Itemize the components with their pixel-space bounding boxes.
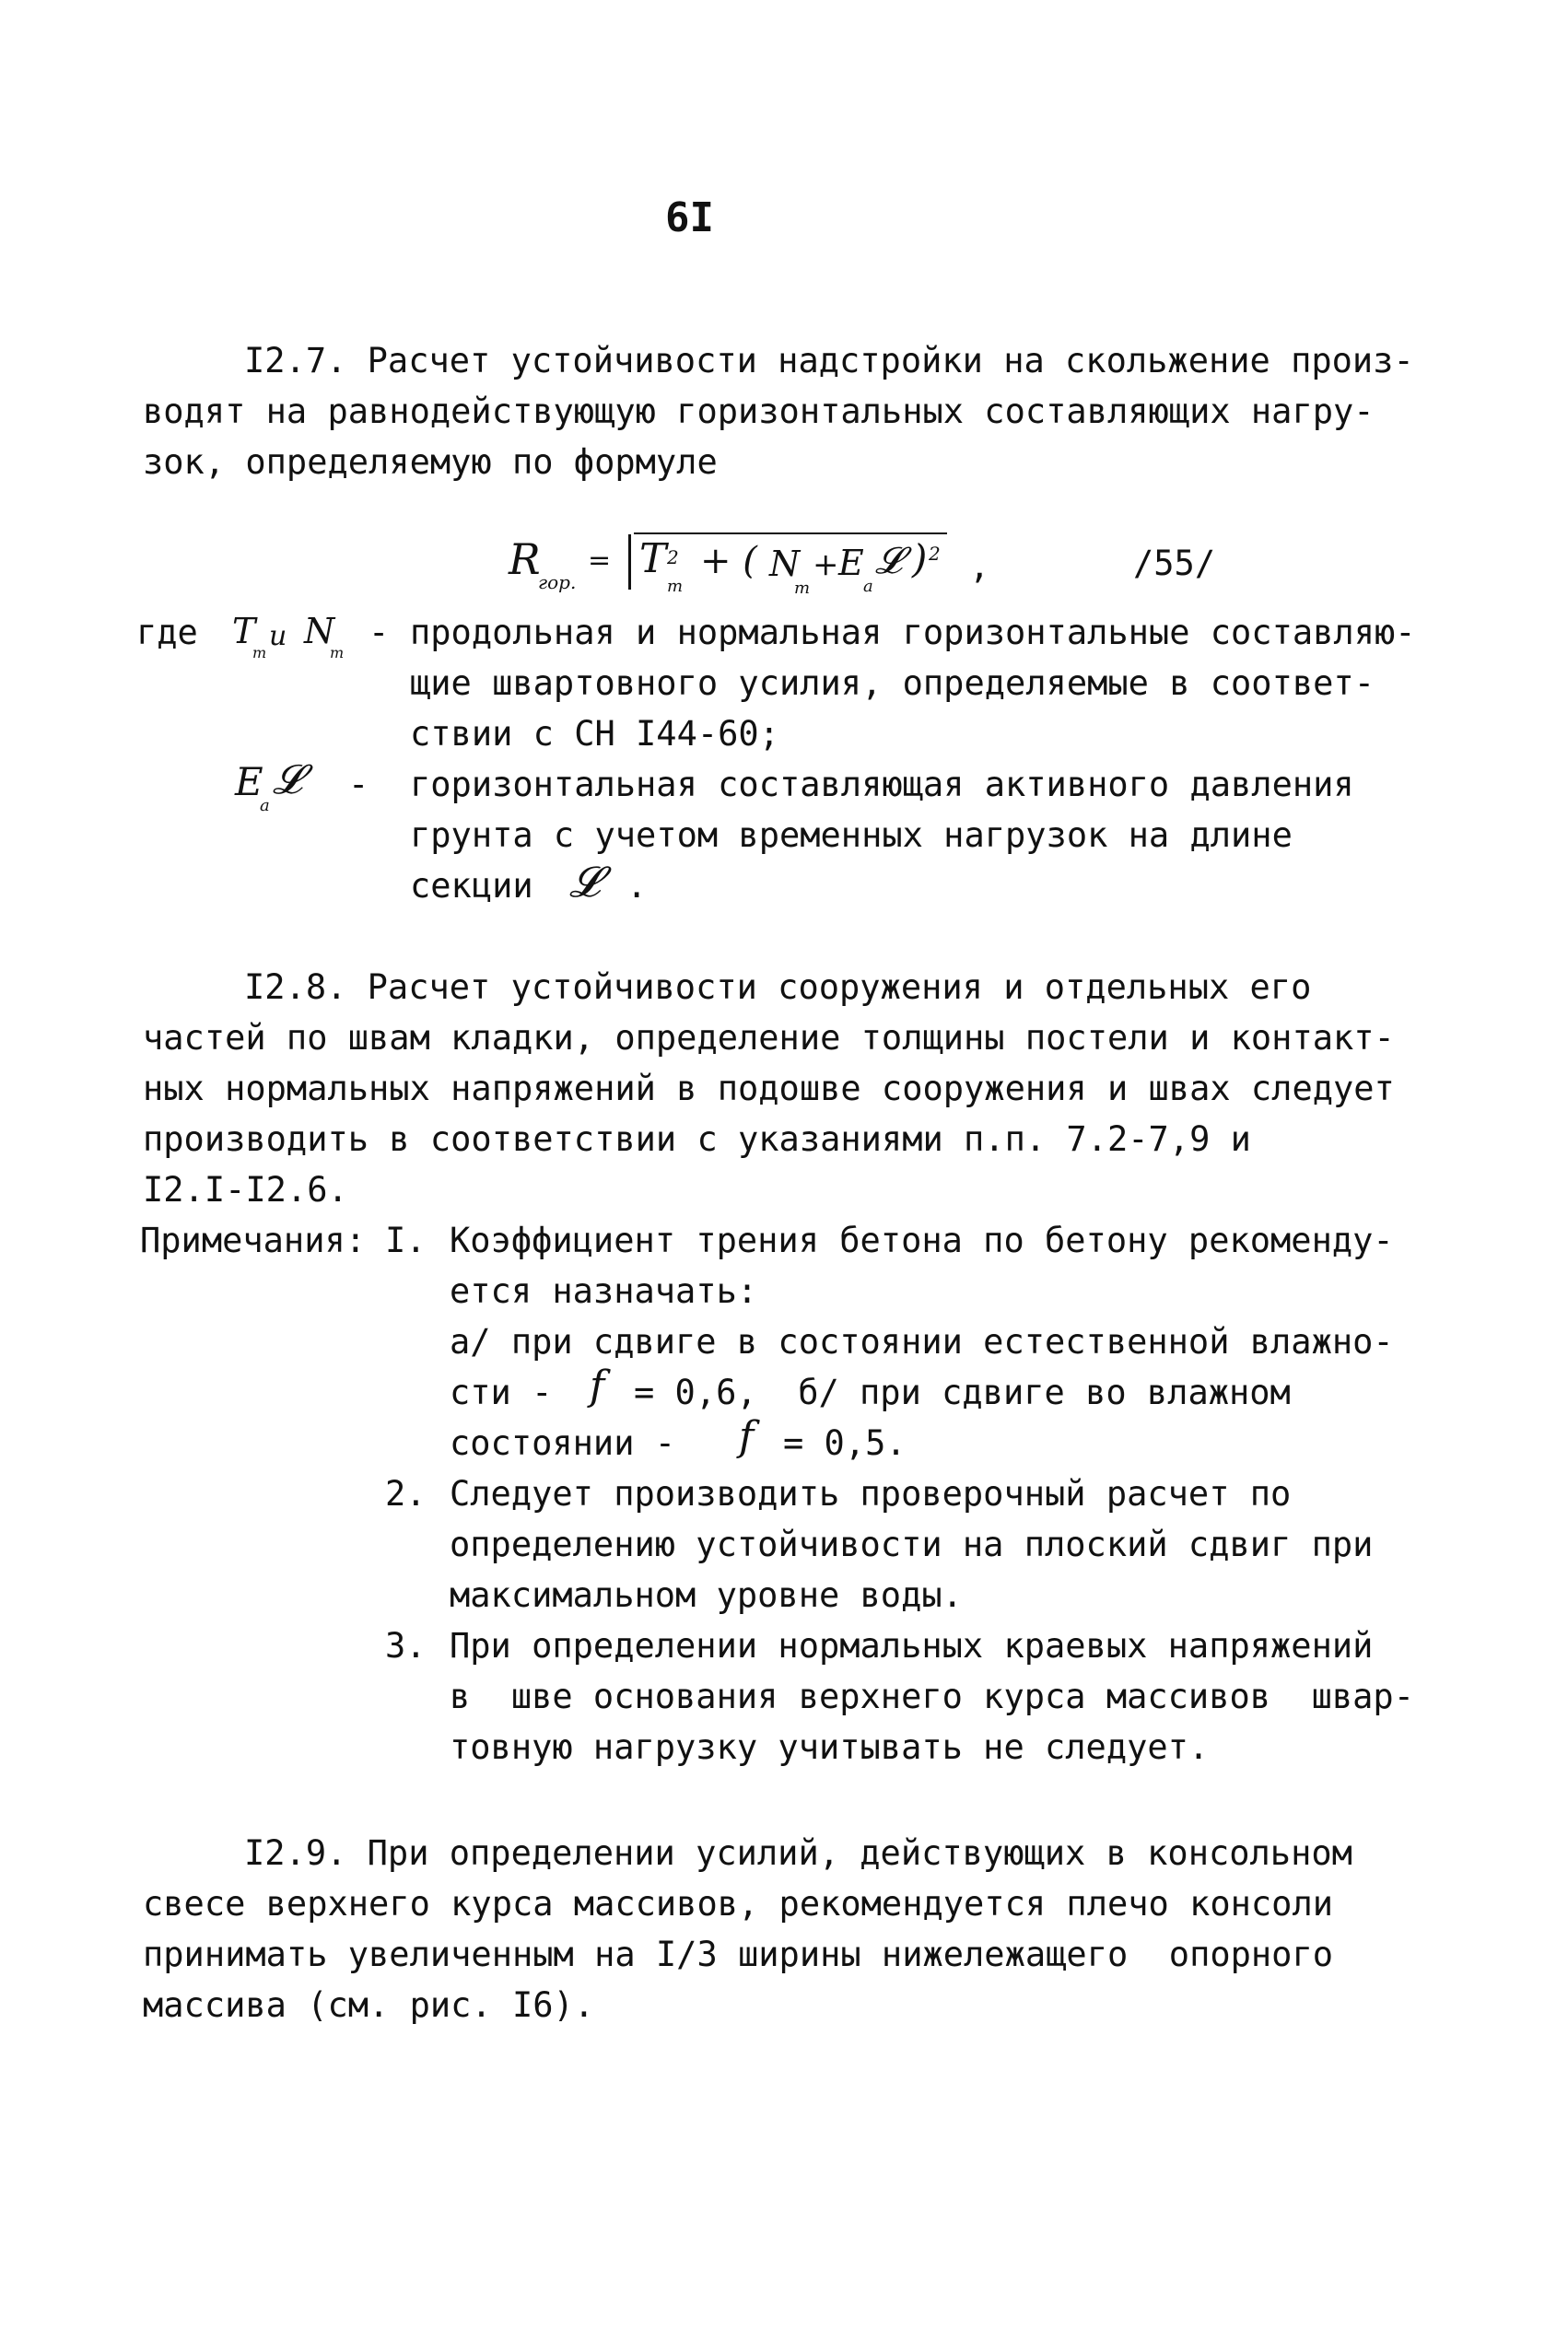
formula-n: N [769, 544, 801, 584]
notes-label: Примечания: [140, 1221, 367, 1260]
friction-symbol: f [739, 1413, 755, 1460]
definition-line: щие швартовного усилия, определяемые в соответ- [410, 663, 1375, 703]
note-line: = 0,5. [783, 1423, 907, 1463]
page-number: 6I [665, 194, 714, 241]
definition-line: грунта с учетом временных нагрузок на длине [410, 815, 1293, 855]
note-line: Коэффициент трения бетона по бетону рекоменду- [450, 1221, 1394, 1260]
def-end-symbol-l: 𝓛 [569, 857, 601, 907]
equation-number: /55/ [1133, 544, 1216, 583]
note-number: 3. [385, 1626, 427, 1666]
def-symbol-n: N [304, 611, 335, 651]
note-line: а/ при сдвиге в состоянии естественной влажно- [450, 1322, 1394, 1362]
note-line: При определении нормальных краевых напряжений [450, 1626, 1374, 1666]
note-line: максимальном уровне воды. [450, 1575, 963, 1615]
def-symbol-l: 𝓛 [273, 756, 302, 803]
note-line: в шве основания верхнего курса массивов швар- [450, 1677, 1414, 1716]
def-symbol-n-sub: m [330, 644, 345, 661]
note-line: = 0,6, б/ при сдвиге во влажном [634, 1373, 1291, 1412]
def-symbol-t: T [232, 611, 256, 651]
formula-plus-open: + ( [700, 540, 757, 582]
formula-l: 𝓛 [875, 540, 903, 582]
definition-line: ствии с СН I44-60; [410, 714, 779, 754]
paragraph-line: свесе верхнего курса массивов, рекомендуется плечо консоли [143, 1884, 1334, 1924]
formula-e: E [838, 543, 864, 583]
formula-e-sub: a [863, 577, 873, 596]
def-symbol-t-sub: m [252, 644, 267, 661]
formula-close: ) [912, 536, 928, 581]
paragraph-line: ных нормальных напряжений в подошве сооружения и швах следует [143, 1069, 1395, 1108]
note-line: сти - [450, 1373, 553, 1412]
note-line: Следует производить проверочный расчет по [450, 1474, 1292, 1514]
note-line: ется назначать: [450, 1271, 758, 1311]
formula-close-sup: 2 [929, 543, 941, 565]
paragraph-line: частей по швам кладки, определение толщины постели и контакт- [143, 1018, 1395, 1058]
friction-symbol: f [590, 1363, 605, 1410]
formula-lhs: R [509, 534, 541, 584]
note-number: I. [385, 1221, 427, 1260]
formula-t-sup: 2 [667, 546, 679, 568]
paragraph-line: водят на равнодействующую горизонтальных составляющих нагру- [143, 392, 1375, 431]
paragraph-line: I2.I-I2.6. [143, 1170, 348, 1210]
formula-t-sub: m [667, 577, 684, 596]
definition-line: горизонтальная составляющая активного давления [410, 765, 1354, 804]
def-dash: - [369, 613, 390, 652]
paragraph-line: принимать увеличенным на I/3 ширины нижележащего опорного [143, 1935, 1334, 1974]
note-line: определению устойчивости на плоский сдвиг при [450, 1525, 1374, 1564]
paragraph-line: производить в соответствии с указаниями п.п. 7.2-7,9 и [143, 1119, 1251, 1159]
paragraph-line: I2.7. Расчет устойчивости надстройки на скольжение произ- [244, 341, 1414, 380]
paragraph-line: I2.8. Расчет устойчивости сооружения и отдельных его [244, 967, 1312, 1007]
def-end-dot: . [626, 866, 648, 906]
sqrt-bar [634, 532, 947, 534]
definition-line: продольная и нормальная горизонтальные составляю- [410, 613, 1416, 652]
formula-t: T [639, 535, 667, 582]
paragraph-line: массива (см. рис. I6). [143, 1985, 595, 2025]
formula-comma: , [969, 546, 990, 586]
paragraph-line: I2.9. При определении усилий, действующих в консольном [244, 1833, 1352, 1873]
note-line: состоянии - [450, 1423, 676, 1463]
formula-lhs-subscript: гор. [538, 571, 577, 593]
def-dash: - [348, 765, 369, 804]
note-number: 2. [385, 1474, 427, 1514]
note-line: товную нагрузку учитывать не следует. [450, 1727, 1210, 1767]
def-symbol-e-sub: a [260, 796, 270, 815]
formula-n-sub: m [794, 579, 811, 598]
where-label: где [136, 613, 198, 652]
def-symbol-e: E [235, 759, 263, 804]
def-and: и [269, 620, 287, 652]
sqrt-sign [628, 534, 631, 590]
formula-equals: = [588, 544, 612, 577]
paragraph-line: зок, определяемую по формуле [143, 442, 718, 482]
definition-line: секции [410, 866, 533, 906]
formula-plus: + [813, 546, 839, 583]
